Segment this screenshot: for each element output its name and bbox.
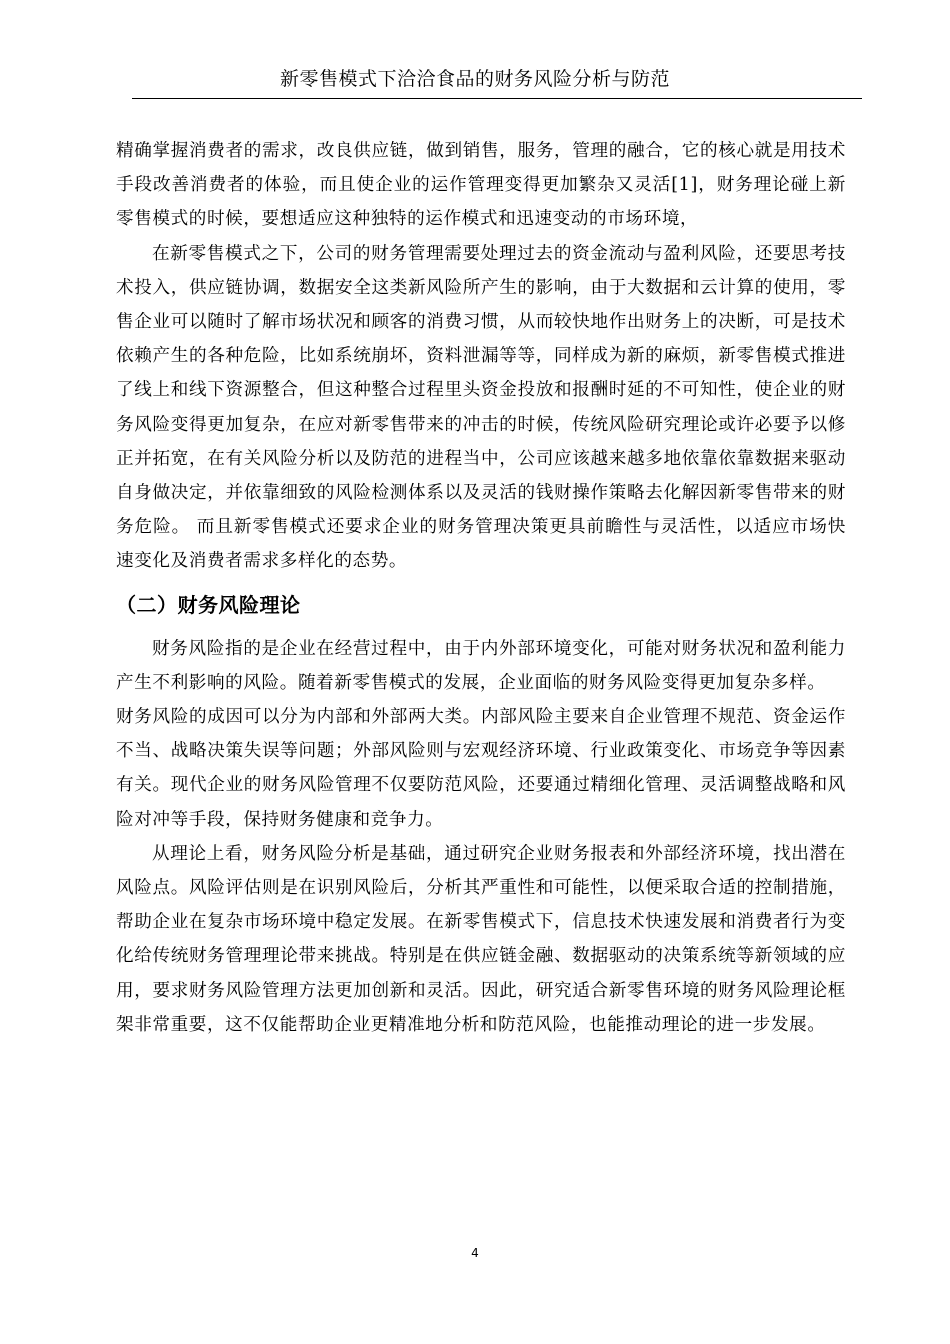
running-header-title: 新零售模式下洽洽食品的财务风险分析与防范 bbox=[279, 68, 670, 90]
section-heading: （二）财务风险理论 bbox=[116, 592, 301, 617]
body-paragraph-2: 在新零售模式之下，公司的财务管理需要处理过去的资金流动与盈利风险，还要思考技术投入，供应链协调，数据安全这类新风险所产生的影响，由于大数据和云计算的使用，零售企业可以随时了解市场状况和顾客的消费习惯，从而较快地作出财务上的决断，可是技术依赖产生的各种危险，比如系统崩坏，资料泄漏等等，同样成为新的麻烦，新零售模式推进了线上和线下资源整合，但这种整合过程里头资金投放和报酬时延的不可知性，使企业的财务风险变得更加复杂，在应对新零售带来的冲击的时候，传统风险研究理论或许必要予以修正并拓宽，在有关风险分析以及防范的进程当中，公司应该越来越多地依靠依靠数据来驱动自身做决定，并依靠细致的风险检测体系以及灵活的钱财操作策略去化解因新零售带来的财务危险。 而且新零售模式还要求企业的财务管理决策更具前瞻性与灵活性，以适应市场快速变化及消费者需求多样化的态势。 bbox=[116, 243, 846, 572]
body-paragraph-3: 财务风险指的是企业在经营过程中，由于内外部环境变化，可能对财务状况和盈利能力产生不利影响的风险。随着新零售模式的发展，企业面临的财务风险变得更加复杂多样。 bbox=[116, 638, 846, 693]
header-divider bbox=[132, 98, 862, 99]
document-body bbox=[116, 134, 846, 1042]
page-number: 4 bbox=[471, 1246, 479, 1260]
body-paragraph-5: 从理论上看，财务风险分析是基础，通过研究企业财务报表和外部经济环境，找出潜在风险点。风险评估则是在识别风险后，分析其严重性和可能性，以便采取合适的控制措施，帮助企业在复杂市场环境中稳定发展。在新零售模式下，信息技术快速发展和消费者行为变化给传统财务管理理论带来挑战。特别是在供应链金融、数据驱动的决策系统等新领域的应用，要求财务风险管理方法更加创新和灵活。因此，研究适合新零售环境的财务风险理论框架非常重要，这不仅能帮助企业更精准地分析和防范风险，也能推动理论的进一步发展。 bbox=[116, 843, 846, 1035]
body-paragraph-1: 精确掌握消费者的需求，改良供应链，做到销售，服务，管理的融合，它的核心就是用技术手段改善消费者的体验，而且使企业的运作管理变得更加繁杂又灵活[1]，财务理论碰上新零售模式的时候，要想适应这种独特的运作模式和迅速变动的市场环境， bbox=[116, 141, 846, 230]
body-paragraph-4: 财务风险的成因可以分为内部和外部两大类。内部风险主要来自企业管理不规范、资金运作不当、战略决策失误等问题；外部风险则与宏观经济环境、行业政策变化、市场竞争等因素有关。现代企业的财务风险管理不仅要防范风险，还要通过精细化管理、灵活调整战略和风险对冲等手段，保持财务健康和竞争力。 bbox=[116, 707, 846, 830]
